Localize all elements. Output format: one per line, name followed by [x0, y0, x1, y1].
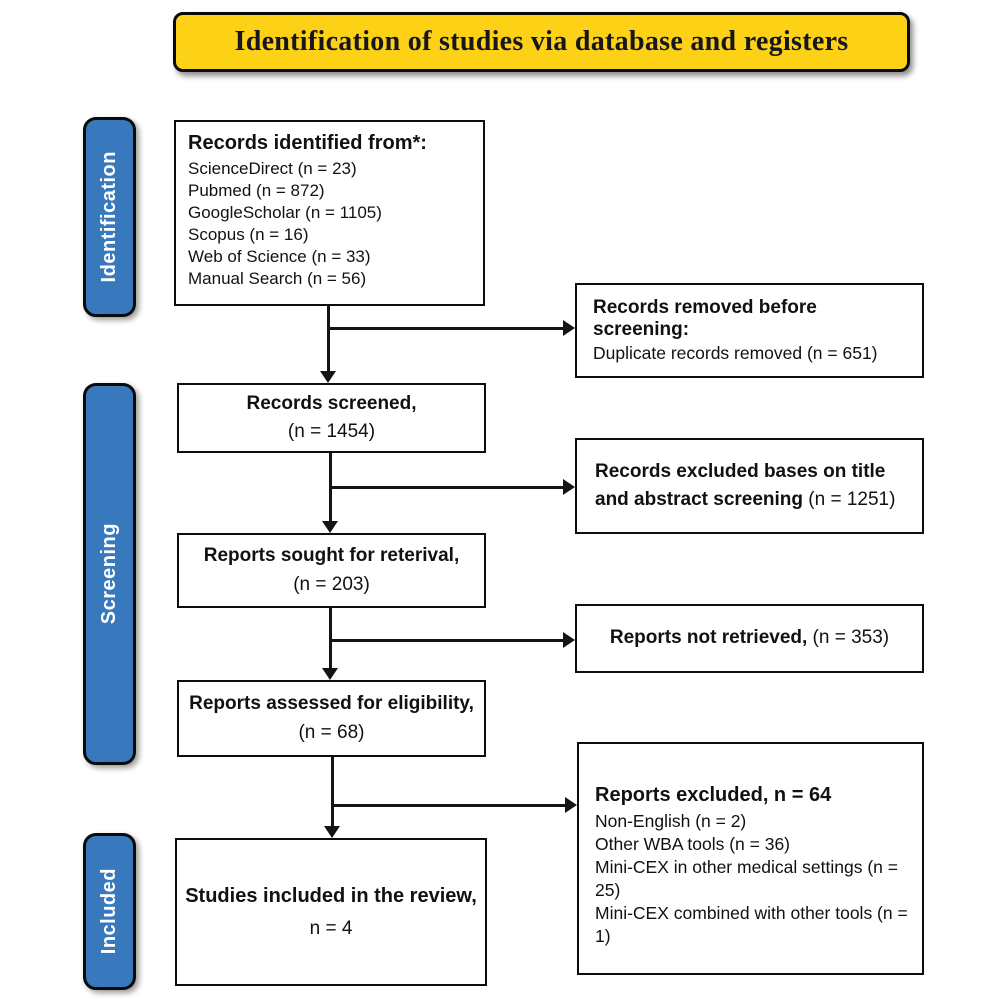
arrow-assessed-to-reports-excluded: [332, 804, 566, 807]
source-line: Pubmed (n = 872): [188, 181, 325, 200]
reports-not-retrieved-heading: Reports not retrieved,: [609, 627, 808, 649]
arrow-sought-to-assessed: [329, 607, 332, 669]
reports-sought-heading: Reports sought for reterival,: [203, 545, 460, 566]
arrow-sought-to-not-retrieved: [330, 639, 564, 642]
arrowhead-right-icon: [563, 320, 575, 336]
records-excluded-count: (n = 1251): [803, 489, 896, 510]
sidebar-screening-label: Screening: [98, 523, 120, 625]
reports-not-retrieved-box: [575, 604, 924, 673]
arrowhead-down-icon: [320, 371, 336, 383]
title-banner: [173, 12, 910, 72]
sidebar-identification-label: Identification: [98, 151, 120, 283]
records-screened-heading: Records screened,: [246, 392, 417, 414]
arrow-identified-to-removed: [328, 327, 564, 330]
records-screened-box: [177, 383, 486, 453]
records-removed-line: Duplicate records removed (n = 651): [593, 343, 878, 363]
arrowhead-down-icon: [322, 521, 338, 533]
sidebar-included: [83, 833, 136, 990]
exclusion-reason-line: Non-English (n = 2): [595, 810, 747, 831]
arrow-screened-to-excluded: [330, 486, 564, 489]
arrow-identified-to-screened: [327, 306, 330, 373]
records-screened-count: (n = 1454): [287, 421, 376, 442]
source-line: Manual Search (n = 56): [188, 269, 367, 288]
exclusion-reason-line: Mini-CEX in other medical settings (n = 25): [595, 856, 898, 900]
reports-sought-count: (n = 203): [293, 573, 370, 595]
exclusion-reason-line: Other WBA tools (n = 36): [595, 833, 791, 854]
reports-not-retrieved-count: (n = 353): [807, 627, 890, 649]
reports-sought-box: [177, 533, 486, 608]
arrowhead-down-icon: [322, 668, 338, 680]
records-excluded-box: [575, 438, 924, 534]
source-line: ScienceDirect (n = 23): [188, 159, 357, 178]
source-line: Scopus (n = 16): [188, 225, 309, 244]
reports-assessed-heading: Reports assessed for eligibility,: [189, 693, 474, 714]
studies-included-box: [175, 838, 487, 986]
reports-assessed-count: (n = 68): [298, 721, 365, 743]
arrowhead-right-icon: [563, 479, 575, 495]
arrowhead-down-icon: [324, 826, 340, 838]
reports-assessed-box: [177, 680, 486, 757]
arrowhead-right-icon: [565, 797, 577, 813]
records-identified-box: [174, 120, 485, 306]
records-removed-heading: Records removed before screening:: [593, 297, 817, 340]
records-identified-heading: Records identified from*:: [188, 132, 427, 154]
records-removed-box: [575, 283, 924, 378]
source-line: GoogleScholar (n = 1105): [188, 203, 382, 222]
studies-included-heading: Studies included in the review,: [185, 884, 477, 907]
sidebar-identification: [83, 117, 136, 317]
arrow-assessed-to-included: [331, 757, 334, 827]
records-excluded-heading: Records excluded bases on title and abstract screening: [595, 460, 886, 510]
arrowhead-right-icon: [563, 632, 575, 648]
reports-excluded-box: [577, 742, 924, 975]
reports-excluded-heading: Reports excluded, n = 64: [595, 783, 832, 806]
page-title: Identification of studies via database and registers: [234, 26, 849, 57]
exclusion-reason-line: Mini-CEX combined with other tools (n = 1): [595, 902, 908, 946]
sidebar-included-label: Included: [98, 868, 120, 955]
sidebar-screening: [83, 383, 136, 765]
source-line: Web of Science (n = 33): [188, 247, 371, 266]
studies-included-count: n = 4: [309, 917, 353, 939]
